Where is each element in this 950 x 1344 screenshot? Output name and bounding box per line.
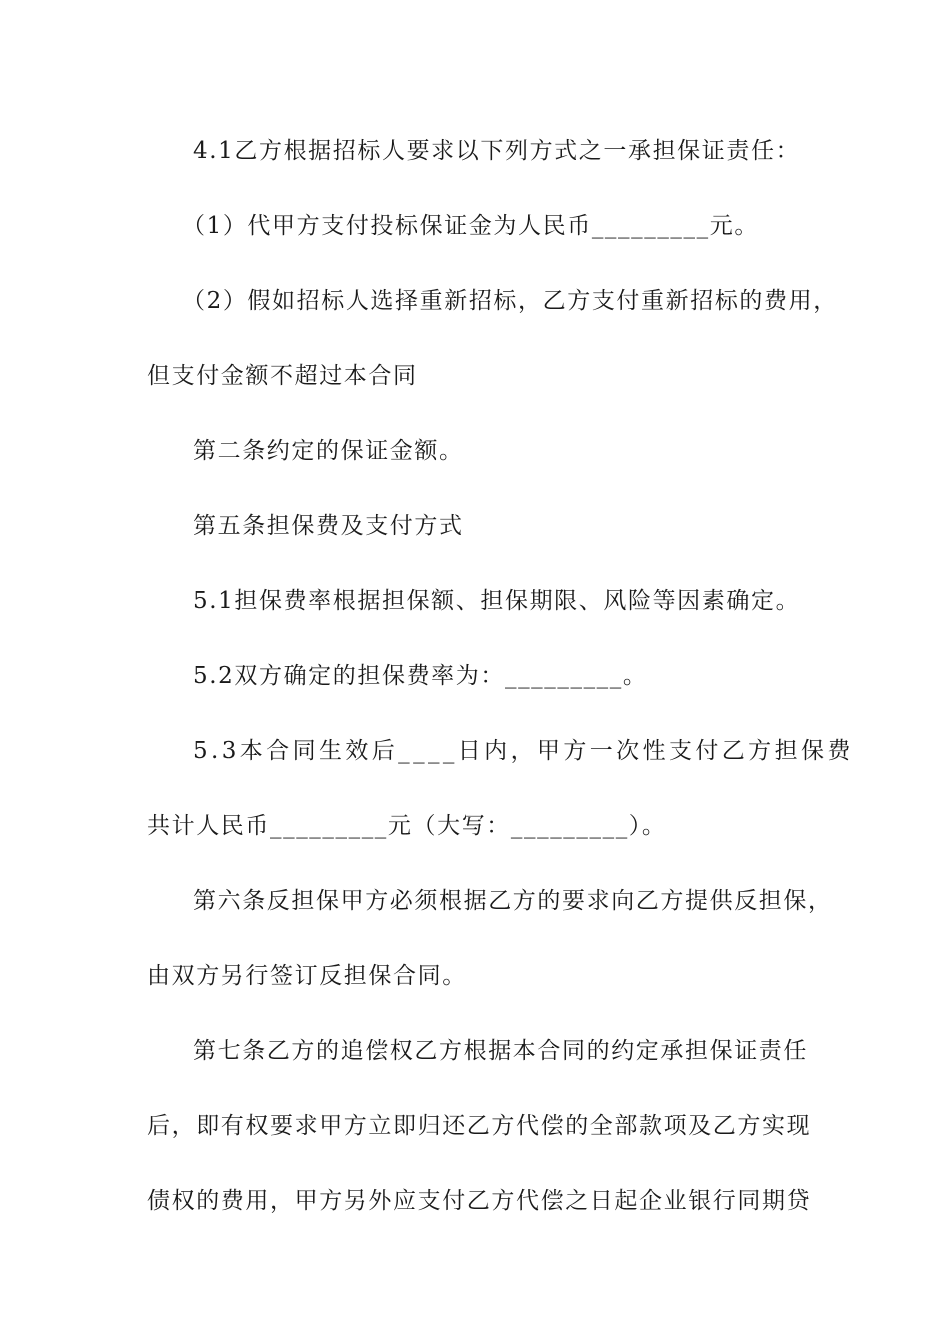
clause-4-1-item-2: （2）假如招标人选择重新招标，乙方支付重新招标的费用， <box>182 288 838 314</box>
clause-5-3: 5.3本合同生效后____日内，甲方一次性支付乙方担保费 <box>193 738 854 764</box>
article-5-heading: 第五条担保费及支付方式 <box>193 513 464 539</box>
article-7: 第七条乙方的追偿权乙方根据本合同的约定承担保证责任 <box>193 1038 808 1064</box>
clause-4-1: 4.1乙方根据招标人要求以下列方式之一承担保证责任： <box>193 138 801 164</box>
clause-5-3-cont: 共计人民币_________元（大写：_________）。 <box>147 813 667 839</box>
article-7-cont-2: 债权的费用，甲方另外应支付乙方代偿之日起企业银行同期贷 <box>147 1188 812 1214</box>
clause-4-1-item-1: （1）代甲方支付投标保证金为人民币_________元。 <box>182 213 759 239</box>
clause-4-1-item-2-end: 第二条约定的保证金额。 <box>193 438 464 464</box>
clause-5-2: 5.2双方确定的担保费率为：_________。 <box>193 663 648 689</box>
article-7-cont-1: 后，即有权要求甲方立即归还乙方代偿的全部款项及乙方实现 <box>147 1113 812 1139</box>
clause-4-1-item-2-cont: 但支付金额不超过本合同 <box>147 363 418 389</box>
clause-5-1: 5.1担保费率根据担保额、担保期限、风险等因素确定。 <box>193 588 801 614</box>
article-6: 第六条反担保甲方必须根据乙方的要求向乙方提供反担保， <box>193 888 833 914</box>
article-6-cont: 由双方另行签订反担保合同。 <box>147 963 467 989</box>
